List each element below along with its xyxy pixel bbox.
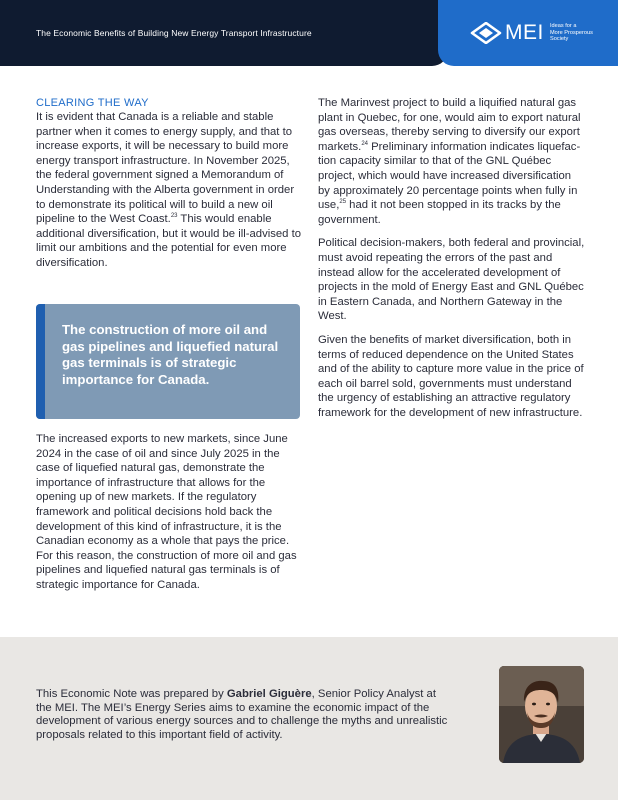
right-paragraph-2: Political decision-makers, both federal and provincial, must avoid repeating the errors of the past and instead allow for the accelerated development of projects in the mold of Energy East and GNL Québec in Eastern Canada, and Northern Gateway in the West. bbox=[318, 237, 585, 323]
left-paragraph-2: The increased exports to new markets, since June 2024 in the case of oil and since July 2025 in the case of liquefied natural gas, demonstrate the importance of infrastructure that allows for the opening up of new markets. If the regulatory framework and political decisions hold back the development of this kind of infrastructure, it is the Canadian economy as a whole that pays the price. For this reason, the construction of more oil and gas pipelines and liquefied natural gas terminals is of strategic importance for Canada. bbox=[36, 433, 297, 591]
left-paragraph-1: It is evident that Canada is a reliable and stable partner when it comes to energy supply, and that to increase exports, it will be necessary to build more energy transport infrastructure. In November 2025, the federal government signed a Memorandum of Understanding with the Alberta government in order to demonstrate its political will to build a new oil pipeline to the West Coast.$^{23}$ This would enable additional diversification, but it would be ill-advised to limit our ambitions and the potential for even more diversification. bbox=[36, 111, 301, 269]
document-title: The Economic Benefits of Building New Energy Transport Infrastructure bbox=[36, 28, 312, 38]
author-note: This Economic Note was prepared by Gabriel Giguère, Senior Policy Analyst at the MEI. The MEI’s Energy Series aims to examine the economic impact of the development of various energy sources and to challenge the myths and unrealistic proposals related to this important field of activity. bbox=[36, 688, 448, 741]
author-photo bbox=[499, 666, 584, 763]
section-heading: CLEARING THE WAY bbox=[36, 97, 149, 109]
footnote-ref: 23 bbox=[170, 213, 178, 220]
logo-wordmark: MEI bbox=[505, 21, 544, 44]
footnote-ref: 24 bbox=[361, 141, 368, 148]
pull-quote-accent-bar bbox=[36, 304, 45, 419]
pull-quote-text: The construction of more oil and gas pipelines and liquefied natural gas terminals is of strategic importance for Canada. bbox=[62, 322, 279, 387]
right-paragraph-1: The Marinvest project to build a liquified natural gas plant in Quebec, for one, would aim to export natural gas overseas, thereby serving to diversify our export markets.$^{24}$ Preliminary information indicates liquefaction capacity similar to that of the GNL Québec project, which would have increased diversification by approximately 20 percentage points when fully in use,$^{25}$ had it not been stopped in its tracks by the government. bbox=[318, 97, 581, 226]
author-portrait-icon bbox=[499, 666, 584, 763]
author-name: Gabriel Giguère bbox=[226, 688, 312, 700]
left-column bbox=[36, 96, 304, 271]
page-header bbox=[0, 0, 618, 66]
right-paragraph-3: Given the benefits of market diversification, both in terms of reduced dependence on the United States and of the ability to capture more value in the price of each oil barrel sold, governments must understand the urgency of establishing an attractive regulatory framework for the development of new infrastructure. bbox=[318, 333, 584, 419]
footnote-ref: 25 bbox=[339, 199, 347, 206]
mei-logo bbox=[470, 20, 610, 48]
left-column-lower bbox=[36, 432, 304, 593]
pull-quote bbox=[36, 304, 300, 419]
mei-logo-diamond-icon bbox=[470, 22, 502, 44]
right-column bbox=[318, 96, 586, 420]
logo-tagline: Ideas for a More Prosperous Society bbox=[550, 23, 593, 43]
